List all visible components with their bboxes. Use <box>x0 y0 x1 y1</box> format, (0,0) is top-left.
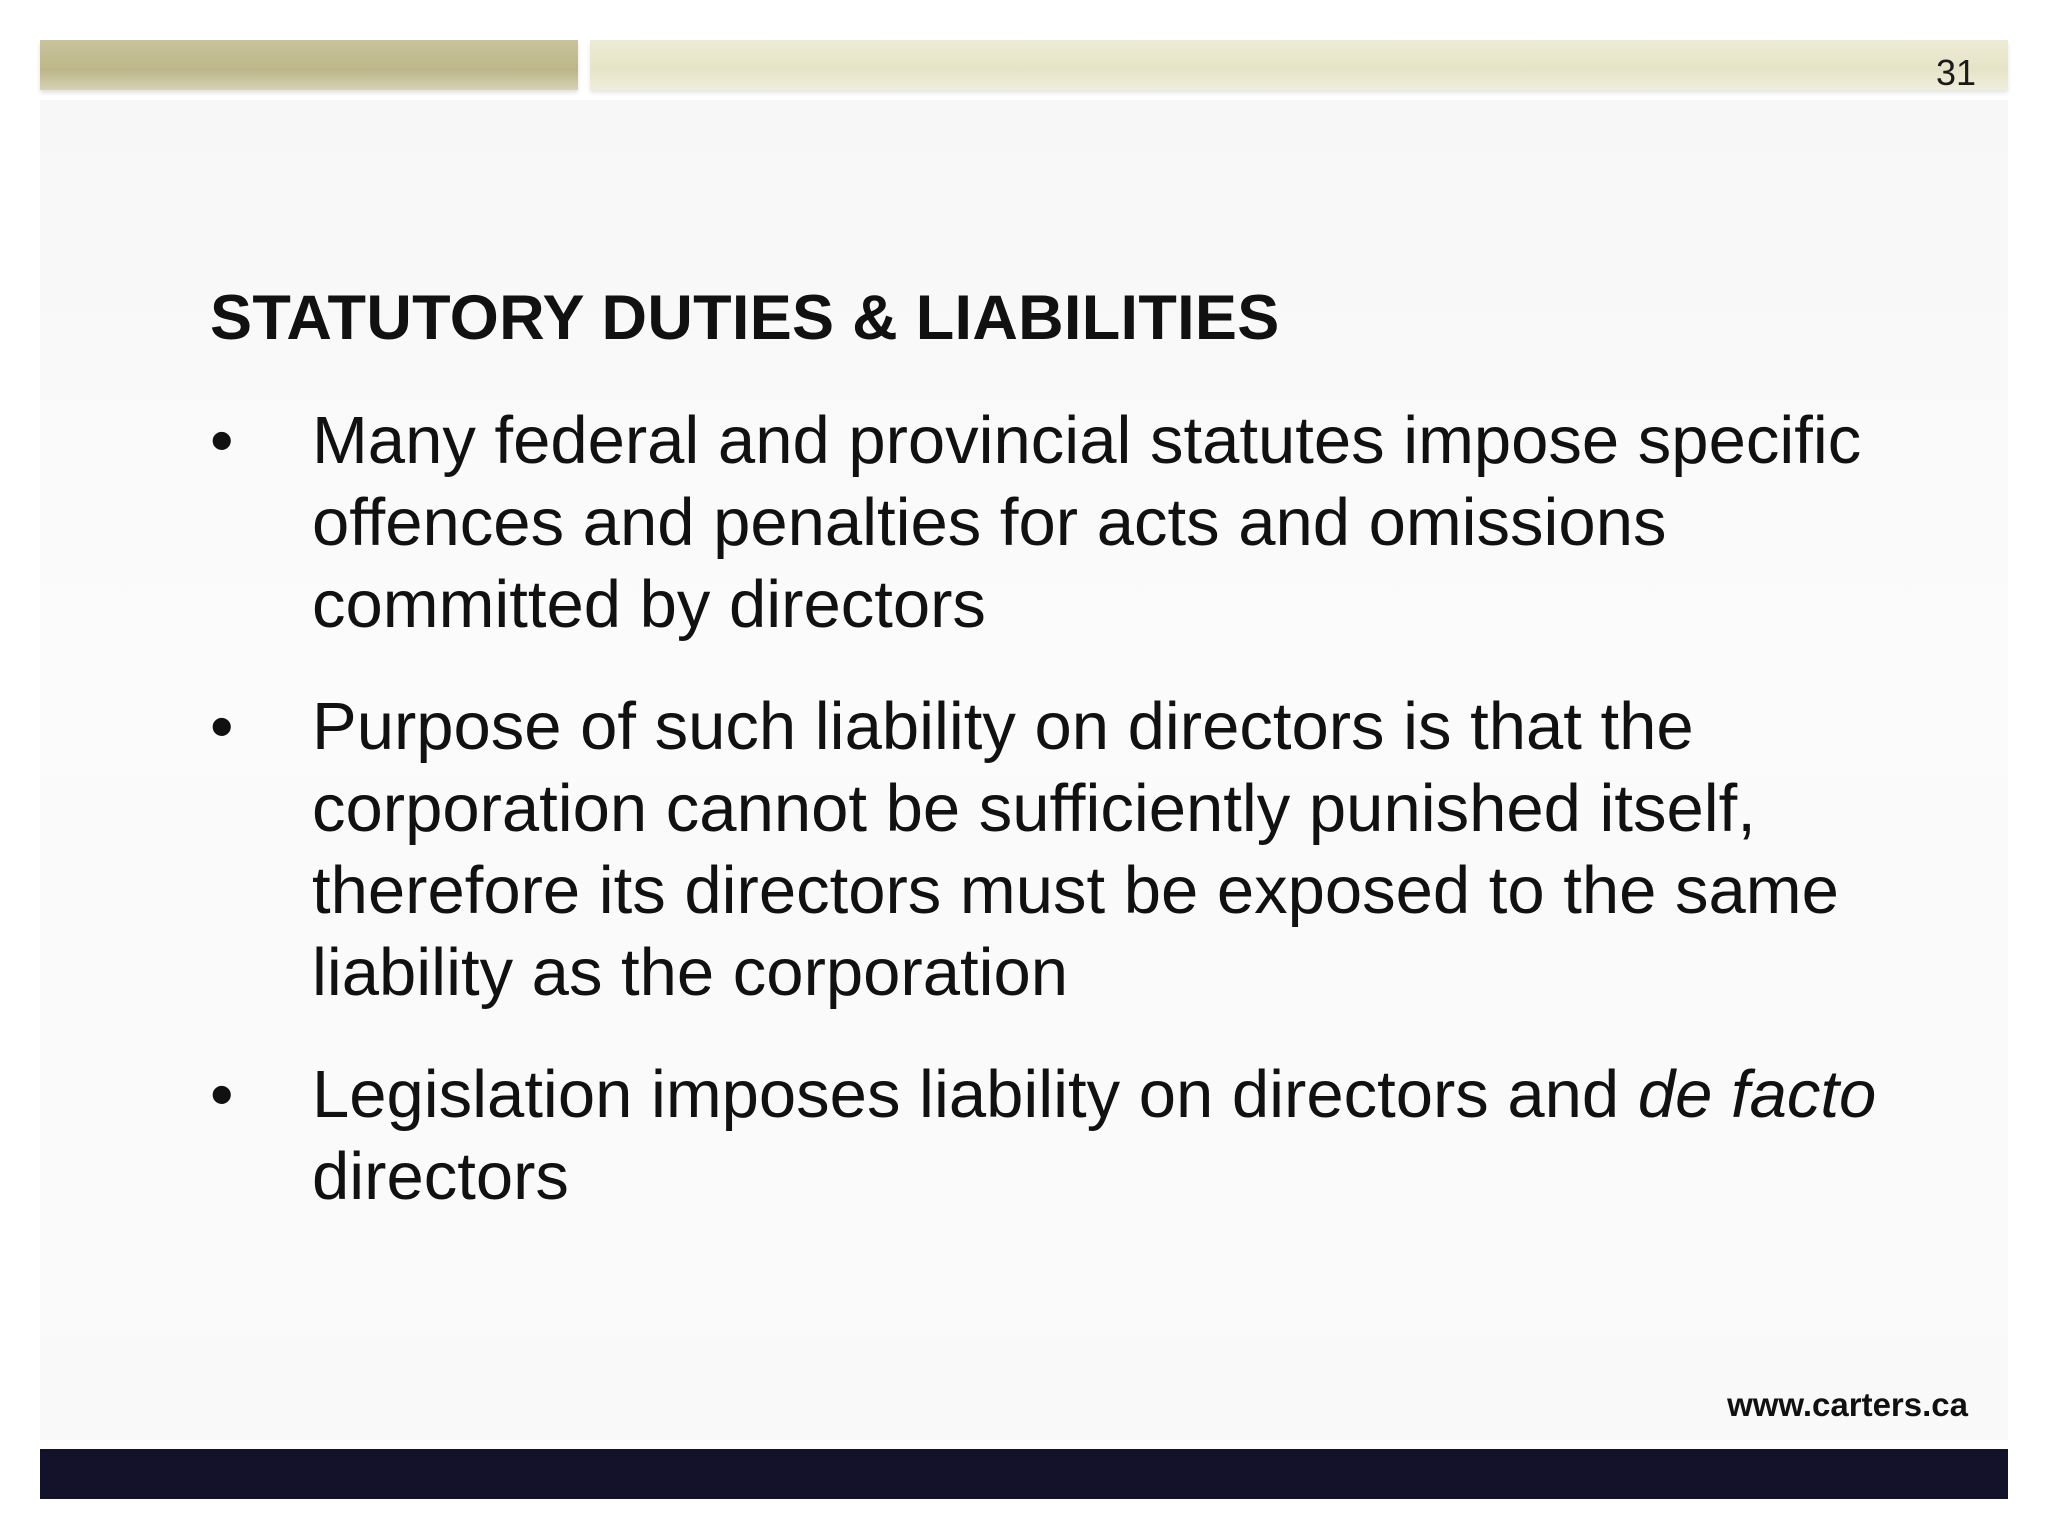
footer-bar <box>40 1449 2008 1499</box>
bullet-text <box>312 1057 1876 1214</box>
slide-title: STATUTORY DUTIES & LIABILITIES <box>210 283 1280 353</box>
bullet-item <box>210 686 1930 1014</box>
bullet-marker: • <box>210 689 234 764</box>
bullet-marker: • <box>210 403 234 478</box>
header-bar-right <box>590 40 2008 90</box>
bullet-list <box>210 400 1930 1258</box>
bullet-marker: • <box>210 1057 234 1132</box>
bullet-text: Purpose of such liability on directors is that the corporation cannot be sufficiently punished itself, therefore its directors must be exposed to the same liability as the corporation <box>312 689 1839 1010</box>
bullet-item <box>210 1054 1930 1218</box>
bullet-text-italic: de facto <box>1637 1057 1877 1132</box>
bullet-text-part: directors <box>312 1139 569 1214</box>
bullet-item <box>210 400 1930 646</box>
bullet-text: Many federal and provincial statutes impose specific offences and penalties for acts and omissions committed by directors <box>312 403 1862 642</box>
slide-number: 31 <box>1935 52 1976 93</box>
bullet-text-part: Legislation imposes liability on directors and <box>312 1057 1638 1132</box>
footer-url: www.carters.ca <box>1727 1386 1968 1423</box>
header-bar-left <box>40 40 578 90</box>
